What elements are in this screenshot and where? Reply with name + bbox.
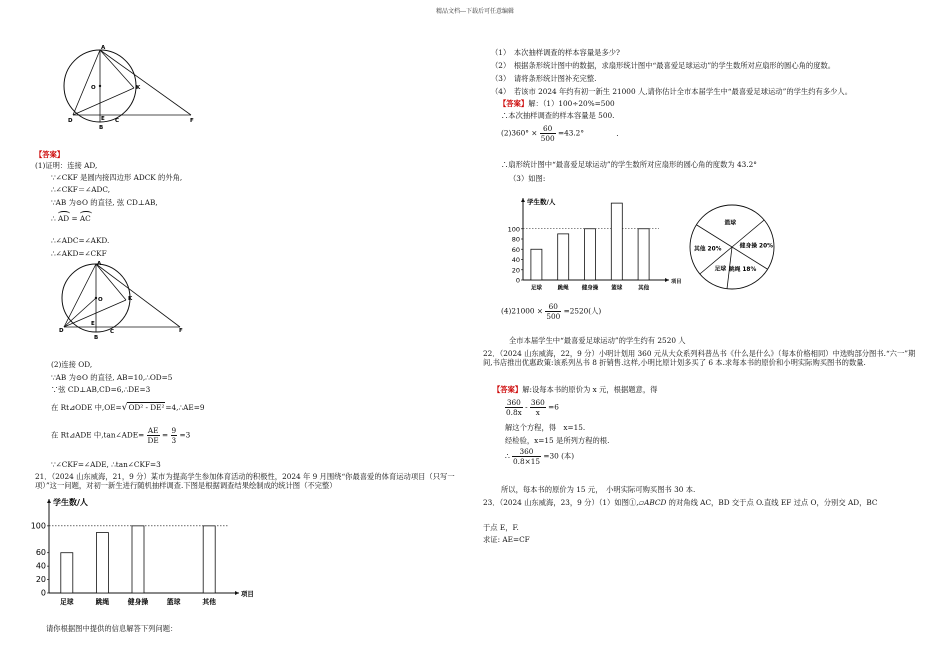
y-tick-label: 40 bbox=[511, 256, 520, 264]
arc-mark-ad bbox=[58, 211, 70, 216]
question-21: 21．（2024 山东威海，21，9 分）某市为提高学生参加体育活动的积极性，2024 年 9 月围绕“你最喜爱的体育运动项目（只写一项）”这一问题，对初一新生进行随机抽样调查.下图是根据调查结果绘制成的统计图（不完整） bbox=[35, 472, 455, 490]
x-tick-label: 跳绳 bbox=[557, 285, 569, 292]
answer-tag-21: 【答案】 bbox=[499, 99, 529, 108]
tan-frac-den: DE bbox=[147, 436, 159, 445]
part2-line-1: (2)连接 OD, bbox=[51, 360, 93, 369]
bar bbox=[61, 553, 73, 593]
oe-prefix: 在 Rt⊿ODE 中,OE= bbox=[51, 403, 122, 412]
oe-suffix: =4,∴AE=9 bbox=[165, 403, 205, 412]
proof-line-4: ∵AB 为⊙O 的直径, 弦 CD⊥AB, bbox=[51, 198, 158, 207]
ans4-prefix: (4)21000 bbox=[501, 306, 535, 316]
fig1-label-k: K bbox=[136, 85, 141, 91]
x-tick-label: 跳绳 bbox=[95, 598, 110, 606]
part2-line-5: 在 Rt⊿ADE 中,tan∠ADE= $\frac{AE}{DE}$ = $\frac{9}{3}$ =3 bbox=[51, 426, 191, 445]
ans2-result: =43.2° bbox=[557, 128, 584, 138]
bar bbox=[203, 526, 215, 593]
proof-line-1: (1)证明：连接 AD, bbox=[35, 161, 98, 170]
a22-eq: =6 bbox=[548, 402, 559, 412]
tan-result: =3 bbox=[179, 430, 191, 440]
therefore-symbol: ∴ bbox=[51, 214, 56, 223]
pie-label: 跳绳 18% bbox=[728, 266, 757, 273]
answer-21-line-4: ∴扇形统计图中“最喜爱足球运动”的学生数所对应扇形的圆心角的度数为 43.2° bbox=[501, 160, 757, 169]
x-tick-label: 其他 bbox=[638, 285, 650, 292]
answer-21-line-1 bbox=[499, 99, 615, 108]
y-tick-label: 20 bbox=[35, 575, 46, 585]
q21-sub-4: （4） 若该市 2024 年约有初一新生 21000 人,请你估计全市本届学生中“最喜爱足球运动”的学生约有多少人。 bbox=[491, 87, 853, 96]
page-header: 精品文档---下载后可任意编辑 bbox=[435, 8, 515, 15]
arc-mark-ac bbox=[80, 211, 92, 216]
q21-sub-3: （3） 请将条形统计图补充完整. bbox=[491, 74, 597, 83]
part2-line-4: 在 Rt⊿ODE 中,OE=√OD² - DE²=4,∴AE=9 bbox=[51, 403, 205, 413]
bar bbox=[132, 526, 144, 593]
fig2-label-c: C bbox=[110, 329, 115, 335]
tan-frac-num: AE bbox=[147, 426, 159, 435]
answer-21-line-6 bbox=[501, 302, 601, 321]
pie-label: 其他 20% bbox=[693, 246, 722, 253]
x-tick-label: 健身操 bbox=[127, 598, 149, 606]
fig1-label-a: A bbox=[101, 45, 106, 51]
answer-22-line-3: 经检验，x=15 是所列方程的根. bbox=[505, 436, 610, 445]
y-tick-label: 60 bbox=[511, 245, 520, 254]
a22-frac1-den: 0.8x bbox=[506, 408, 522, 417]
y-tick-label: 0 bbox=[515, 276, 520, 285]
fig2-label-o: O bbox=[98, 297, 103, 303]
fig1-label-d: D bbox=[68, 118, 73, 124]
x-tick-label: 健身操 bbox=[581, 285, 599, 292]
x-axis-arrow bbox=[665, 278, 669, 282]
tan-prefix: 在 Rt⊿ADE 中,tan∠ADE= bbox=[51, 430, 145, 440]
arc-ad-label: AD bbox=[57, 214, 70, 223]
fig2-label-b: B bbox=[94, 335, 99, 341]
y-tick-label: 0 bbox=[40, 588, 46, 598]
answer-22-line-5: 所以，每本书的原价为 15 元， 小明实际可购买图书 30 本. bbox=[501, 485, 696, 494]
parallelogram-abcd: ▱ABCD bbox=[638, 498, 667, 507]
proof-line-6: ∴∠ADC=∠AKD. bbox=[51, 236, 110, 245]
bar bbox=[96, 533, 108, 593]
arc-ac-label: AC bbox=[79, 214, 91, 223]
answer-tag-22: 【答案】 bbox=[493, 385, 523, 394]
y-axis-label: 学生数/人 bbox=[527, 198, 556, 206]
y-tick-label: 20 bbox=[511, 266, 520, 275]
answer-21-line-3 bbox=[501, 124, 619, 143]
answer-tag: 【答案】 bbox=[35, 150, 65, 159]
x-tick-label: 其他 bbox=[202, 598, 216, 606]
q23-prefix: 23．（2024 山东威海，23，9 分）（1）如图①, bbox=[483, 498, 639, 507]
fig1-label-f: F bbox=[190, 118, 194, 124]
part2-line-3: ∵弦 CD⊥AB,CD=6,∴DE=3 bbox=[51, 385, 151, 394]
a22-unit: (本) bbox=[561, 451, 575, 461]
y-tick-label: 60 bbox=[35, 548, 46, 558]
a22-minus: - bbox=[525, 402, 528, 412]
ans4-frac-num: 60 bbox=[545, 302, 561, 312]
question-22: 22．（2024 山东威海，22，9 分）小明计划用 360 元从大众系列科普丛书《什么是什么》（每本价格相同）中选购部分图书.“六一”期间,书店推出优惠政策:该系列丛书 8 折销售.这样,小明比原计划多买了 6 本.求每本书的原价和小明实际购买图书的数量. bbox=[483, 349, 916, 367]
sqrt-expression: OD² - DE² bbox=[128, 403, 165, 412]
ans2-prefix: (2)360° × bbox=[501, 128, 538, 138]
fig2-label-a: A bbox=[97, 261, 102, 267]
bar bbox=[585, 229, 596, 280]
a22-1: 解:设每本书的原价为 x 元，根据题意，得 bbox=[522, 385, 658, 394]
bar bbox=[638, 229, 649, 280]
q21-sub-1: （1） 本次抽样调查的样本容量是多少? bbox=[491, 48, 620, 57]
a22-frac1-num: 360 bbox=[506, 398, 521, 407]
a22-therefore: ∴ bbox=[505, 451, 510, 461]
bar-chart-complete bbox=[501, 192, 681, 300]
fig2-label-k: K bbox=[128, 296, 133, 302]
fig2-label-f: F bbox=[179, 328, 183, 334]
a22-frac3-num: 360 bbox=[512, 447, 541, 457]
x-tick-label: 篮球 bbox=[166, 598, 181, 606]
ans4-times: × bbox=[536, 306, 544, 316]
pie-chart bbox=[685, 200, 780, 295]
ans2-frac-den: 500 bbox=[540, 134, 555, 143]
y-tick-label: 40 bbox=[35, 561, 46, 571]
question-21-prompt: 请你根据图中提供的信息解答下列问题： bbox=[46, 624, 178, 633]
proof-line-3: ∴∠CKF＝∠ADC, bbox=[51, 185, 111, 194]
ans4-frac-den: 500 bbox=[546, 312, 561, 321]
circle-figure-2 bbox=[58, 260, 188, 345]
bar-chart-incomplete bbox=[30, 495, 254, 610]
question-23-line-3: 求证: AE=CF bbox=[483, 535, 530, 544]
x-axis-label: 项目 bbox=[241, 590, 254, 598]
y-tick-label: 100 bbox=[507, 225, 520, 234]
tan-frac2-den: 3 bbox=[171, 436, 177, 445]
answer-21-line-2: ∴本次抽样调查的样本容量是 500. bbox=[501, 111, 615, 120]
answer-21-line-7: 全市本届学生中“最喜爱足球运动”的学生约有 2520 人 bbox=[509, 336, 686, 345]
part2-line-6: ∵∠CKF=∠ADE, ∴tan∠CKF=3 bbox=[51, 460, 161, 469]
pie-label: 健身操 20% bbox=[739, 243, 773, 250]
bar bbox=[611, 203, 622, 280]
ans2-frac-num: 60 bbox=[540, 124, 556, 134]
ans2-dot: . bbox=[616, 128, 619, 138]
x-tick-label: 足球 bbox=[60, 598, 74, 606]
pie-label: 篮球 bbox=[724, 220, 737, 227]
bar bbox=[558, 234, 569, 280]
y-axis-label: 学生数/人 bbox=[53, 498, 88, 507]
part2-line-2: ∵AB 为⊙O 的直径, AB=10,∴OD=5 bbox=[51, 373, 173, 382]
answer-22-line-1 bbox=[493, 385, 657, 394]
y-tick-label: 100 bbox=[30, 521, 46, 531]
y-tick-label: 80 bbox=[511, 235, 520, 244]
fig1-label-o: O bbox=[91, 85, 96, 91]
fig1-label-c: C bbox=[115, 118, 120, 124]
y-axis-arrow bbox=[47, 499, 51, 503]
tan-frac2-num: 9 bbox=[171, 426, 177, 435]
y-axis-arrow bbox=[521, 198, 525, 202]
bar bbox=[531, 249, 542, 280]
answer-22-line-4 bbox=[505, 447, 574, 466]
a22-frac2-den: x bbox=[535, 408, 540, 417]
proof-line-7: ∴∠AKD=∠CKF bbox=[51, 249, 107, 258]
fig2-label-d: D bbox=[59, 328, 64, 334]
circle-figure-1 bbox=[63, 44, 203, 134]
arc-equals: = bbox=[71, 214, 78, 223]
proof-line-2: ∵∠CKF 是圆内接四边形 ADCK 的外角, bbox=[51, 173, 183, 182]
fig1-label-b: B bbox=[99, 125, 104, 131]
answer-21-line-5: （3）如图: bbox=[509, 174, 546, 183]
pie-label: 足球 bbox=[714, 266, 727, 273]
x-axis-arrow bbox=[235, 591, 239, 595]
x-tick-label: 篮球 bbox=[611, 285, 623, 292]
question-23-line-2: 于点 E，F. bbox=[483, 523, 519, 532]
proof-line-5 bbox=[51, 212, 91, 223]
a22-frac2-num: 360 bbox=[530, 398, 545, 407]
a22-eq2: =30 bbox=[543, 451, 559, 461]
ans1-text: 解：（1）100÷20%=500 bbox=[528, 99, 615, 108]
q21-sub-2: （2） 根据条形统计图中的数据，求扇形统计图中“最喜爱足球运动”的学生数所对应扇形的圆心角的度数。 bbox=[491, 61, 836, 70]
question-23 bbox=[483, 498, 877, 507]
q23-body: 的对角线 AC，BD 交于点 O.直线 EF 过点 O，分别交 AD，BC bbox=[666, 498, 878, 507]
fig1-label-e: E bbox=[101, 116, 105, 122]
fig2-label-e: E bbox=[91, 321, 95, 327]
x-tick-label: 足球 bbox=[530, 285, 542, 292]
answer-22-equation bbox=[505, 398, 559, 417]
a22-frac3-den: 0.8×15 bbox=[512, 457, 540, 466]
answer-22-line-2: 解这个方程，得 x=15. bbox=[505, 423, 586, 432]
x-axis-label: 项目 bbox=[671, 279, 682, 285]
ans4-result: =2520(人) bbox=[563, 306, 602, 316]
